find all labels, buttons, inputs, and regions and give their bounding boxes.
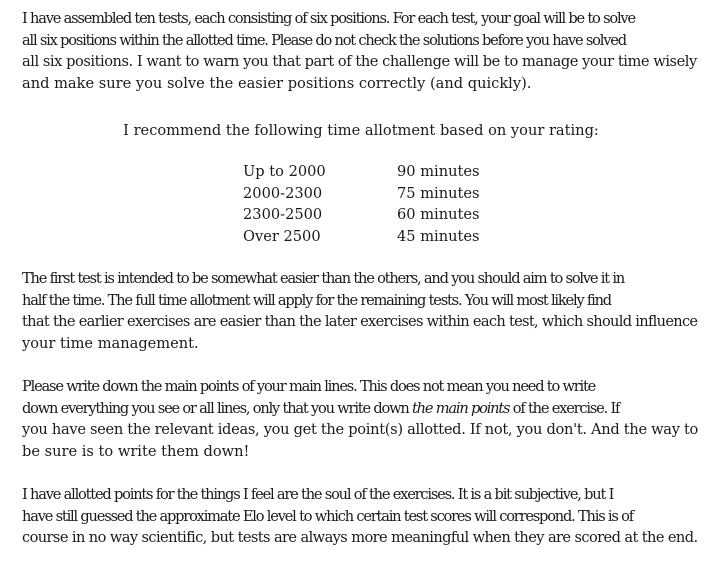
first-test-line: your time management.: [22, 334, 199, 352]
points-paragraph: [22, 484, 698, 549]
allotment-row: [243, 226, 517, 248]
points-line: have still guessed the approximate Elo level to which certain test scores will correspond. This is of: [22, 507, 633, 525]
first-test-line: that the earlier exercises are easier than the later exercises within each test, which should influence: [22, 313, 698, 330]
time-limit: 60 minutes: [397, 206, 480, 223]
intro-line: all six positions within the allotted time. Please do not check the solutions before you have solved: [22, 31, 626, 49]
allotment-row: [243, 161, 517, 183]
rating-range: 2000-2300: [243, 184, 323, 202]
time-limit: 45 minutes: [397, 227, 480, 245]
write-down-line: Please write down the main points of your main lines. This does not mean you need to write: [22, 378, 596, 395]
rating-range: Up to 2000: [243, 163, 326, 180]
write-down-text: of the exercise. If: [509, 399, 620, 417]
first-test-line: The first test is intended to be somewhat easier than the others, and you should aim to solve it in: [22, 270, 625, 287]
time-limit: 90 minutes: [397, 163, 480, 180]
rating-range: Over 2500: [243, 227, 321, 245]
write-down-line: you have seen the relevant ideas, you get the point(s) allotted. If not, you don't. And the way to: [22, 421, 699, 438]
allotment-row: [243, 183, 517, 205]
points-line: course in no way scientific, but tests are always more meaningful when they are scored at the end.: [22, 529, 698, 546]
intro-line: all six positions. I want to warn you that part of the challenge will be to manage your time wisely: [22, 53, 697, 70]
intro-line: and make sure you solve the easier positions correctly (and quickly).: [22, 74, 532, 92]
rating-range: 2300-2500: [243, 206, 323, 223]
write-down-text: down everything you see or all lines, only that you write down: [22, 399, 412, 417]
first-test-line: half the time. The full time allotment will apply for the remaining tests. You will most likely find: [22, 291, 611, 309]
emphasis-text: the main points: [412, 399, 510, 417]
points-line: I have allotted points for the things I feel are the soul of the exercises. It is a bit subjective, but I: [22, 486, 614, 503]
recommendation-heading: I recommend the following time allotment based on your rating:: [123, 122, 599, 139]
time-allotment-table: [243, 161, 517, 247]
first-test-paragraph: [22, 268, 697, 354]
write-down-line: [22, 398, 698, 420]
write-down-line: be sure is to write them down!: [22, 442, 250, 460]
allotment-row: [243, 204, 517, 226]
intro-line: I have assembled ten tests, each consisting of six positions. For each test, your goal will be to solve: [22, 10, 635, 27]
write-down-paragraph: [22, 376, 698, 462]
intro-paragraph: [22, 8, 697, 94]
time-limit: 75 minutes: [397, 184, 480, 202]
